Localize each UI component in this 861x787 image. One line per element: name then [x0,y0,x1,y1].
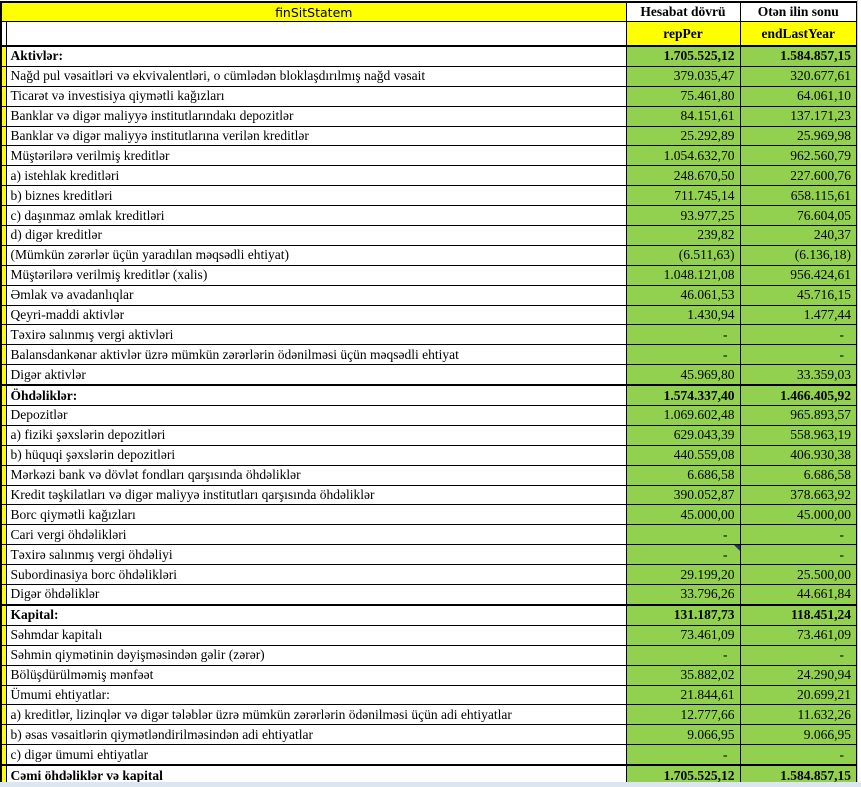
row-value-v1[interactable]: 248.670,50 [626,166,740,186]
table-row [1,265,857,285]
column-header-period[interactable]: Hesabat dövrü [626,2,740,22]
row-value-v1[interactable]: 46.061,53 [626,285,740,305]
table-row [1,545,857,565]
row-value-v1[interactable]: 390.052,87 [626,485,740,505]
table-row [1,226,857,246]
row-value-v2[interactable]: 25.969,98 [740,126,857,146]
row-label[interactable]: a) istehlak kreditləri [6,166,626,186]
row-label[interactable]: Ümumi ehtiyatlar: [6,685,626,705]
table-row [1,345,857,365]
row-value-v1[interactable]: 45.000,00 [626,505,740,525]
row-value-v1[interactable]: 33.796,26 [626,585,740,605]
row-value-v2[interactable]: 406.930,38 [740,445,857,465]
table-row [1,106,857,126]
row-label[interactable]: Mərkəzi bank və dövlət fondları qarşısında öhdəliklər [6,465,626,485]
table-row [1,445,857,465]
table-row [1,406,857,426]
row-label[interactable]: Öhdəliklər: [6,385,626,405]
table-row [1,705,857,725]
row-value-v1[interactable]: 1.705.525,12 [626,46,740,66]
table-row [1,665,857,685]
row-label[interactable]: Təxirə salınmış vergi aktivləri [6,325,626,345]
row-value-v1[interactable]: 84.151,61 [626,106,740,126]
row-value-v2[interactable]: 240,37 [740,226,857,246]
row-value-v2[interactable]: 25.500,00 [740,565,857,585]
table-row [1,305,857,325]
row-label[interactable]: Səhmdar kapitalı [6,625,626,645]
row-value-v2[interactable]: 45.716,15 [740,285,857,305]
row-value-v2[interactable]: 1.584.857,15 [740,765,857,786]
table-row [1,505,857,525]
row-value-v2[interactable]: 6.686,58 [740,465,857,485]
table-row [1,645,857,665]
table-row [1,126,857,146]
row-value-v1[interactable]: 45.969,80 [626,365,740,385]
row-value-v1[interactable]: 21.844,61 [626,685,740,705]
row-value-v2[interactable]: - [740,325,857,345]
row-value-v1[interactable]: 1.048.121,08 [626,265,740,285]
row-label[interactable]: b) biznes kreditləri [6,186,626,206]
row-value-v2[interactable]: 73.461,09 [740,625,857,645]
row-label[interactable]: Digər aktivlər [6,365,626,385]
row-value-v1[interactable]: 1.069.602,48 [626,406,740,426]
table-row [1,565,857,585]
row-label[interactable]: Qeyri-maddi aktivlər [6,305,626,325]
table-body [1,46,857,786]
row-label[interactable]: Müştərilərə verilmiş kreditlər (xalis) [6,265,626,285]
table-row [1,245,857,265]
table-row [1,485,857,505]
table-row [1,605,857,625]
table-row [1,725,857,745]
row-value-v1[interactable]: - [626,745,740,765]
row-label[interactable]: a) fiziki şəxslərin depozitləri [6,425,626,445]
row-value-v2[interactable]: 9.066,95 [740,725,857,745]
row-value-v1[interactable]: 25.292,89 [626,126,740,146]
gridline-right [857,0,858,787]
row-value-v2[interactable]: 956.424,61 [740,265,857,285]
row-value-v1[interactable]: 239,82 [626,226,740,246]
table-row [1,186,857,206]
row-label[interactable]: Ticarət və investisiya qiymətli kağızları [6,86,626,106]
row-value-v1[interactable]: 1.574.337,40 [626,385,740,405]
table-row [1,465,857,485]
table-row [1,365,857,385]
row-label[interactable]: Cari vergi öhdəlikləri [6,525,626,545]
row-value-v2[interactable]: 558.963,19 [740,425,857,445]
table-row [1,86,857,106]
row-value-v1[interactable]: 131.187,73 [626,605,740,625]
row-value-v1[interactable]: 12.777,66 [626,705,740,725]
row-label[interactable]: Banklar və digər maliyyə institutlarındakı depozitlər [6,106,626,126]
row-value-v1[interactable]: 9.066,95 [626,725,740,745]
row-value-v2[interactable]: 658.115,61 [740,186,857,206]
row-label[interactable]: Təxirə salınmış vergi öhdəliyi [6,545,626,565]
row-value-v2[interactable]: 24.290,94 [740,665,857,685]
row-value-v1[interactable]: 711.745,14 [626,186,740,206]
row-label[interactable]: c) daşınmaz əmlak kreditləri [6,206,626,226]
header-row-codes [1,22,857,47]
row-value-v2[interactable]: 137.171,23 [740,106,857,126]
row-label[interactable]: Aktivlər: [6,46,626,66]
next-row-strip [0,782,861,787]
row-value-v2[interactable]: 44.661,84 [740,585,857,605]
row-label[interactable]: Depozitlər [6,406,626,426]
table-row [1,525,857,545]
row-value-v1[interactable]: - [626,645,740,665]
row-label[interactable]: Bölüşdürülməmiş mənfəət [6,665,626,685]
table-row [1,425,857,445]
table-row [1,46,857,66]
row-value-v1[interactable]: 73.461,09 [626,625,740,645]
table-row [1,66,857,86]
row-value-v2[interactable]: - [740,345,857,365]
row-label[interactable]: Subordinasiya borc öhdəlikləri [6,565,626,585]
row-value-v1[interactable]: 93.977,25 [626,206,740,226]
row-value-v2[interactable]: 962.560,79 [740,146,857,166]
report-title-cell[interactable]: finSitStatem [1,2,626,22]
row-value-v2[interactable]: - [740,645,857,665]
row-value-v1[interactable]: - [626,545,740,565]
financial-statement-table [0,1,858,787]
row-value-v2[interactable]: 1.584.857,15 [740,46,857,66]
row-value-v2[interactable]: (6.136,18) [740,245,857,265]
row-label[interactable]: a) kreditlər, lizinqlər və digər tələblər üzrə mümkün zərərlərin ödənilməsi üçün adi ehtiyatlar [6,705,626,725]
row-label[interactable]: Digər öhdəliklər [6,585,626,605]
table-row [1,166,857,186]
row-value-v2[interactable]: 1.466.405,92 [740,385,857,405]
row-value-v1[interactable]: 35.882,02 [626,665,740,685]
column-code-period[interactable]: repPer [626,22,740,47]
row-label[interactable]: Balansdankənar aktivlər üzrə mümkün zərərlərin ödənilməsi üçün məqsədli ehtiyat [6,345,626,365]
row-value-v2[interactable]: 33.359,03 [740,365,857,385]
row-value-v2[interactable]: 320.677,61 [740,66,857,86]
row-value-v2[interactable]: 378.663,92 [740,485,857,505]
row-value-v1[interactable]: 1.430,94 [626,305,740,325]
row-label[interactable]: Borc qiymətli kağızları [6,505,626,525]
row-value-v1[interactable]: - [626,345,740,365]
row-value-v1[interactable]: - [626,525,740,545]
row-value-v1[interactable]: 629.043,39 [626,425,740,445]
row-value-v1[interactable]: 440.559,08 [626,445,740,465]
table-row [1,745,857,765]
row-value-v2[interactable]: 20.699,21 [740,685,857,705]
row-label[interactable]: Cəmi öhdəliklər və kapital [6,765,626,786]
row-label[interactable]: b) hüquqi şəxslərin depozitləri [6,445,626,465]
table-row [1,385,857,405]
table-row [1,146,857,166]
header-empty-label-cell[interactable] [6,22,626,47]
row-value-v2[interactable]: - [740,525,857,545]
row-label[interactable]: Səhmin qiymətinin dəyişməsindən gəlir (zərər) [6,645,626,665]
row-value-v1[interactable]: 6.686,58 [626,465,740,485]
row-label[interactable]: Banklar və digər maliyyə institutlarına verilən kreditlər [6,126,626,146]
row-value-v2[interactable]: 76.604,05 [740,206,857,226]
row-value-v2[interactable]: - [740,545,857,565]
row-label[interactable]: d) digər kreditlər [6,226,626,246]
row-label[interactable]: b) əsas vəsaitlərin qiymətləndirilməsindən adi ehtiyatlar [6,725,626,745]
row-value-v1[interactable]: 29.199,20 [626,565,740,585]
row-value-v1[interactable]: 1.054.632,70 [626,146,740,166]
header-row-titles [1,2,857,22]
row-label[interactable]: Kredit təşkilatları və digər maliyyə institutları qarşısında öhdəliklər [6,485,626,505]
row-value-v2[interactable]: 45.000,00 [740,505,857,525]
row-value-v2[interactable]: 64.061,10 [740,86,857,106]
table-row [1,585,857,605]
row-label[interactable]: Əmlak və avadanlıqlar [6,285,626,305]
row-value-v2[interactable]: 118.451,24 [740,605,857,625]
row-value-v2[interactable]: 227.600,76 [740,166,857,186]
row-value-v2[interactable]: - [740,745,857,765]
row-value-v2[interactable]: 1.477,44 [740,305,857,325]
comment-marker-icon [734,545,740,551]
row-value-v1[interactable]: 379.035,47 [626,66,740,86]
row-value-v2[interactable]: 11.632,26 [740,705,857,725]
table-row [1,206,857,226]
row-value-v2[interactable]: 965.893,57 [740,406,857,426]
row-value-v1[interactable]: 75.461,80 [626,86,740,106]
row-value-v1[interactable]: 1.705.525,12 [626,765,740,786]
row-value-v1[interactable]: - [626,325,740,345]
row-label[interactable]: Müştərilərə verilmiş kreditlər [6,146,626,166]
column-code-last-year[interactable]: endLastYear [740,22,857,47]
row-label[interactable]: c) digər ümumi ehtiyatlar [6,745,626,765]
row-label[interactable]: (Mümkün zərərlər üçün yaradılan məqsədli ehtiyat) [6,245,626,265]
table-row [1,285,857,305]
table-row [1,625,857,645]
column-header-last-year[interactable]: Otən ilin sonu [740,2,857,22]
row-label[interactable]: Nağd pul vəsaitləri və ekvivalentləri, o cümlədən bloklaşdırılmış nağd vəsait [6,66,626,86]
table-row [1,325,857,345]
row-label[interactable]: Kapital: [6,605,626,625]
table-row [1,685,857,705]
row-value-v1[interactable]: (6.511,63) [626,245,740,265]
